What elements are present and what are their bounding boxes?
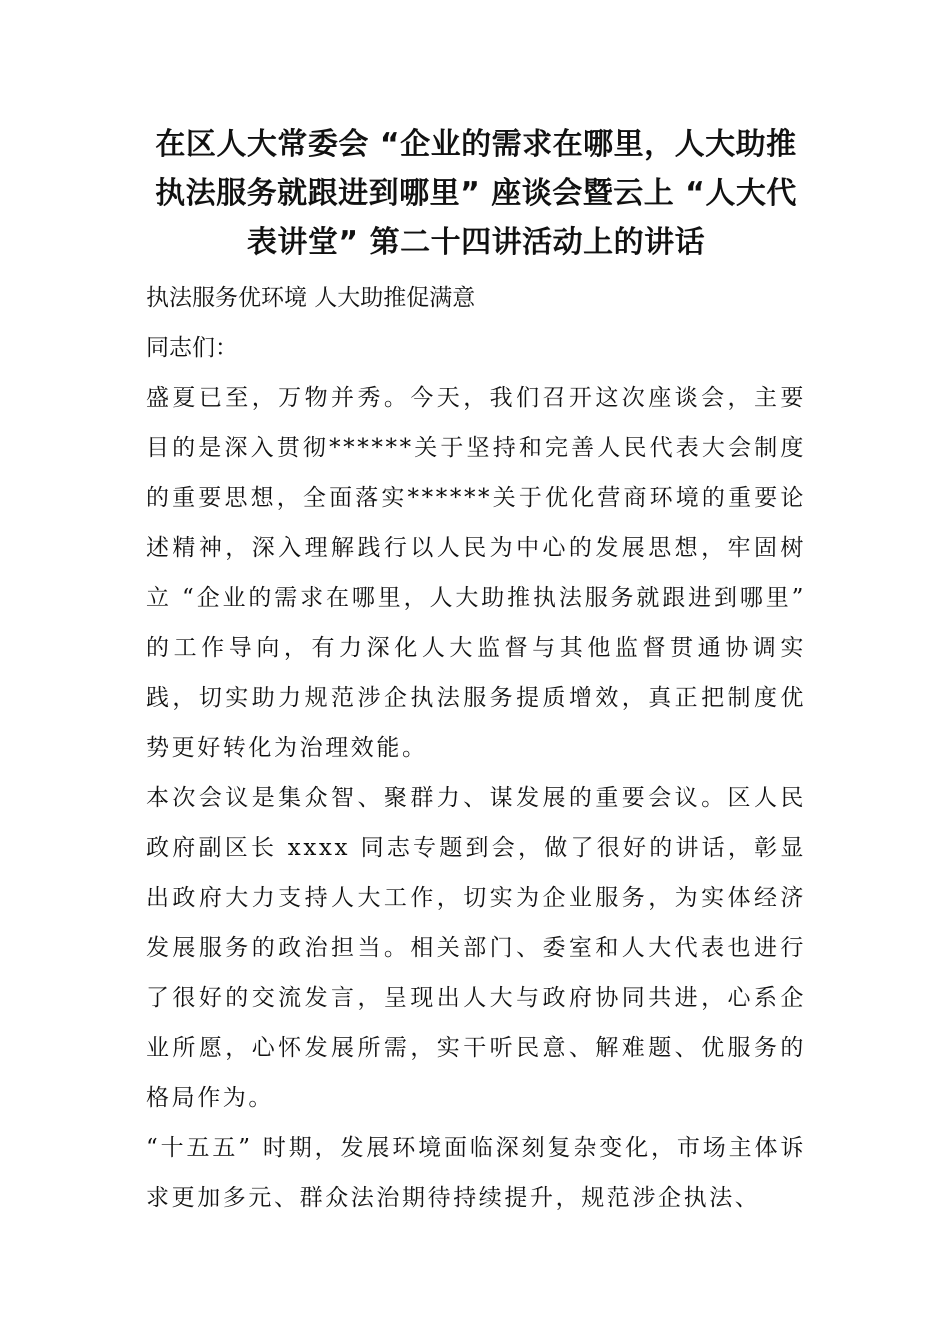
- document-subtitle: 执法服务优环境 人大助推促满意: [146, 285, 476, 311]
- document-page: [146, 120, 806, 1223]
- paragraph-2: 本次会议是集众智、聚群力、谋发展的重要会议。区人民政府副区长 xxxx 同志专题到会，做了很好的讲话，彰显出政府大力支持人大工作，切实为企业服务，为实体经济发展服务的政治担当。相关部门、委室和人大代表也进行了很好的交流发言，呈现出人大与政府协同共进，心系企业所愿，心怀发展所需，实干听民意、解难题、优服务的格局作为。: [146, 785, 806, 1111]
- document-title: 在区人大常委会 “企业的需求在哪里，人大助推执法服务就跟进到哪里” 座谈会暨云上 “人大代表讲堂” 第二十四讲活动上的讲话: [155, 127, 797, 260]
- greeting: 同志们：: [146, 335, 238, 361]
- paragraph-1: 盛夏已至，万物并秀。今天，我们召开这次座谈会，主要目的是深入贯彻******关于坚持和完善人民代表大会制度的重要思想，全面落实******关于优化营商环境的重要论述精神，深入理解践行以人民为中心的发展思想，牢固树立 “企业的需求在哪里，人大助推执法服务就跟进到哪里” 的工作导向，有力深化人大监督与其他监督贯通协调实践，切实助力规范涉企执法服务提质增效，真正把制度优势更好转化为治理效能。: [146, 385, 806, 761]
- paragraph-3: “十五五” 时期，发展环境面临深刻复杂变化，市场主体诉求更加多元、群众法治期待持续提升，规范涉企执法、: [146, 1135, 806, 1211]
